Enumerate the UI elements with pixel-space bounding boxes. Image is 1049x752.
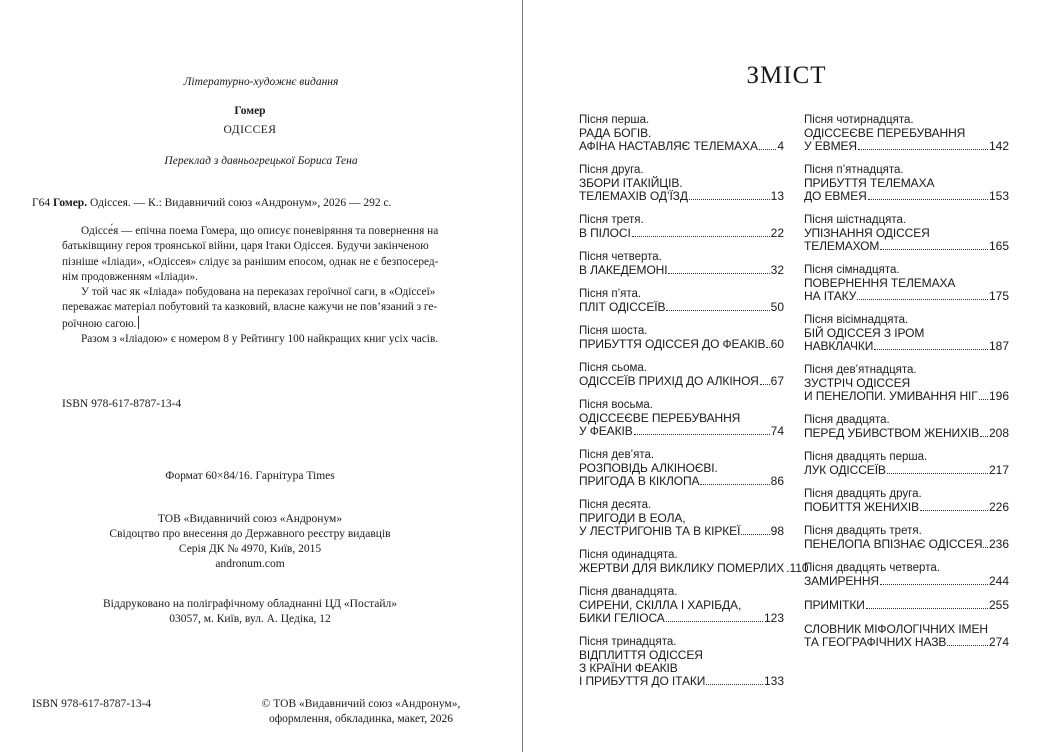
toc-title-line: У ЛЕСТРИГОНІВ ТА В КІРКЕЇ: [579, 524, 741, 538]
toc-entry[interactable]: [579, 288, 784, 314]
dot-leader: [868, 190, 988, 200]
dot-leader: [666, 612, 763, 622]
toc-title-line: БИКИ ГЕЛІОСА: [579, 611, 665, 625]
toc-leader-line: [579, 190, 784, 203]
publisher-line: andronum.com: [215, 558, 285, 570]
text-cursor: [138, 316, 139, 329]
toc-entry[interactable]: [804, 114, 1009, 153]
dot-leader: [858, 140, 988, 150]
toc-leader-line: [579, 561, 809, 575]
toc-song-label: Пісня п’ятнадцята.: [804, 164, 904, 176]
toc-column-right: [804, 114, 1009, 649]
toc-entry[interactable]: [579, 586, 784, 625]
toc-title-line: У ФЕАКІВ: [579, 424, 633, 438]
copyright-block: [250, 697, 472, 727]
publisher-line: Серія ДК № 4970, Київ, 2015: [178, 543, 322, 555]
toc-leader-line: [804, 464, 1009, 477]
toc-leader-line: [579, 338, 784, 351]
dot-leader: [947, 636, 988, 646]
dot-leader: [874, 340, 988, 350]
toc-entry[interactable]: [804, 525, 1009, 551]
toc-song-label: Пісня дев’ятнадцята.: [804, 364, 917, 376]
toc-title-line: В ПІЛОСІ: [579, 226, 631, 240]
toc-title-line: АФІНА НАСТАВЛЯЄ ТЕЛЕМАХА: [579, 139, 758, 153]
toc-title-line: НА ІТАКУ: [804, 289, 857, 303]
toc-page-number: 274: [988, 635, 1009, 649]
isbn-bottom: ISBN 978-617-8787-13-4: [32, 698, 152, 710]
format-line: Формат 60×84/16. Гарнітура Times: [165, 470, 335, 482]
toc-title-line: ПРИГОДИ В ЕОЛА,: [579, 511, 686, 525]
toc-page-number: 217: [988, 463, 1009, 477]
description-line: батьківщину героя троянської війни, царя Ітаки Одіссея. Будучи закінченою: [62, 240, 429, 253]
toc-leader-line: [579, 227, 784, 240]
dot-leader: [700, 475, 769, 485]
toc-entry[interactable]: [579, 325, 784, 351]
dot-leader: [979, 390, 988, 400]
publisher-line: Свідоцтво про внесення до Державного реєстру видавців: [109, 528, 391, 540]
toc-entry[interactable]: [579, 114, 784, 153]
translation-note: Переклад з давньогрецької Бориса Тена: [164, 155, 358, 167]
toc-entry[interactable]: [579, 251, 784, 277]
dot-leader: [866, 599, 988, 609]
dot-leader: [759, 140, 776, 150]
toc-title-line: ЗАМИРЕННЯ: [804, 574, 879, 588]
publisher-line: ТОВ «Видавничий союз «Андронум»: [157, 513, 343, 525]
book-description: [62, 224, 472, 347]
toc-entry[interactable]: [804, 364, 1009, 403]
description-paragraph: Разом з «Іліадою» є номером 8 у Рейтингу 100 найкращих книг усіх часів.: [81, 333, 439, 346]
printing-line: 03057, м. Київ, вул. А. Цедіка, 12: [169, 613, 331, 625]
toc-title-line: НАВКЛАЧКИ: [804, 339, 874, 353]
toc-entry[interactable]: [804, 599, 1009, 612]
toc-title-line: ЗУСТРІЧ ОДІССЕЯ: [804, 376, 911, 390]
toc-song-label: Пісня двадцята.: [804, 414, 890, 426]
toc-page-number: 4: [777, 139, 784, 153]
toc-entry[interactable]: [804, 488, 1009, 514]
toc-entry[interactable]: [804, 562, 1009, 588]
isbn-top: ISBN 978-617-8787-13-4: [62, 398, 182, 410]
toc-page-number: 67: [770, 374, 784, 388]
toc-title-line: ДО ЕВМЕЯ: [804, 189, 867, 203]
toc-leader-line: [579, 612, 784, 625]
toc-title-line: ЗБОРИ ІТАКІЙЦІВ.: [579, 176, 683, 190]
toc-page-number: 153: [988, 189, 1009, 203]
toc-title-line: ПЛІТ ОДІССЕЇВ: [579, 300, 666, 314]
dot-leader: [689, 190, 770, 200]
dot-leader: [980, 427, 988, 437]
toc-page-number: 32: [770, 263, 784, 277]
toc-title-line: ПОВЕРНЕННЯ ТЕЛЕМАХА: [804, 276, 956, 290]
toc-page-number: 74: [770, 424, 784, 438]
right-page: [524, 0, 1049, 752]
toc-song-label: Пісня чотирнадцята.: [804, 114, 914, 126]
toc-page-number: 86: [770, 474, 784, 488]
description-line: Одіссе́я — епічна поема Гомера, що описує поневіряння та повернення на: [81, 225, 439, 237]
toc-page-number: 175: [988, 289, 1009, 303]
toc-title-line: І ПРИБУТТЯ ДО ІТАКИ: [579, 674, 706, 688]
toc-title-line: ЛУК ОДІССЕЇВ: [804, 463, 886, 477]
toc-leader-line: [804, 390, 1009, 403]
description-line: пізніше «Іліади», «Одіссея» слідує за ранішим епосом, однак не є безпосеред-: [62, 255, 439, 268]
catalog-description: Одіссея. — К.: Видавничий союз «Андронум», 2026 — 292 с.: [89, 197, 392, 209]
toc-title-line: ТА ГЕОГРАФІЧНИХ НАЗВ: [804, 635, 947, 649]
toc-entry[interactable]: [579, 636, 784, 688]
toc-page-number: 244: [988, 574, 1009, 588]
dot-leader: [920, 501, 988, 511]
toc-leader-line: [804, 501, 1009, 514]
toc-leader-line: [804, 140, 1009, 153]
copyright-line: © ТОВ «Видавничий союз «Андронум»,: [261, 698, 461, 710]
dot-leader: [766, 338, 769, 348]
toc-title-line: ПРИБУТТЯ ТЕЛЕМАХА: [804, 176, 935, 190]
toc-leader-line: [579, 301, 784, 314]
toc-page-number: 13: [770, 189, 784, 203]
toc-entry[interactable]: [804, 451, 1009, 477]
toc-entry[interactable]: [804, 623, 1009, 649]
toc-song-label: Пісня одинадцята.: [579, 549, 678, 561]
toc-song-label: Пісня двадцять друга.: [804, 488, 922, 500]
toc-title-line: ПОБИТТЯ ЖЕНИХІВ: [804, 500, 920, 514]
dot-leader: [741, 525, 769, 535]
dot-leader: [668, 264, 769, 274]
toc-page-number: 123: [763, 611, 784, 625]
toc-entry[interactable]: [804, 164, 1009, 203]
toc-song-label: Пісня п’ята.: [579, 288, 642, 300]
dot-leader: [983, 538, 988, 548]
toc-page-number: 133: [763, 674, 784, 688]
catalog-code: Г64: [32, 197, 51, 209]
toc-page-number: 165: [988, 239, 1009, 253]
toc-page-number: 208: [988, 426, 1009, 440]
toc-leader-line: [804, 190, 1009, 203]
edition-type: Літературно-художнє видання: [183, 76, 339, 88]
toc-page-number: 50: [770, 300, 784, 314]
toc-title-line: ОДІССЕЄВЕ ПЕРЕБУВАННЯ: [804, 126, 966, 140]
toc-leader-line: [579, 140, 784, 153]
toc-song-label: Пісня шоста.: [579, 325, 648, 337]
toc-title-line: БІЙ ОДІССЕЯ З ІРОМ: [804, 326, 925, 340]
toc-page-number: .110: [786, 561, 809, 575]
toc-song-label: Пісня сьома.: [579, 362, 647, 374]
toc-entry[interactable]: [579, 362, 784, 388]
toc-entry[interactable]: [579, 549, 809, 575]
catalog-author: Гомер.: [53, 197, 88, 209]
toc-song-label: Пісня дванадцята.: [579, 586, 678, 598]
book-title: ОДІССЕЯ: [223, 124, 277, 136]
toc-page-number: 60: [770, 337, 784, 351]
toc-song-label: Пісня двадцять перша.: [804, 451, 928, 463]
toc-column-left: [579, 114, 809, 688]
dot-leader: [666, 301, 769, 311]
toc-title-line: З КРАЇНИ ФЕАКІВ: [579, 661, 678, 675]
toc-page-number: 226: [988, 500, 1009, 514]
toc-title: ЗМІСТ: [746, 62, 827, 89]
dot-leader: [887, 464, 988, 474]
toc-leader-line: [804, 599, 1009, 612]
toc-entry[interactable]: [804, 414, 1009, 440]
toc-song-label: Пісня сімнадцята.: [804, 264, 900, 276]
author-name: Гомер: [234, 105, 266, 117]
toc-song-label: Пісня десята.: [579, 499, 652, 511]
toc-entry[interactable]: [579, 399, 784, 438]
printing-line: Віддруковано на поліграфічному обладнанні ЦД «Постайл»: [102, 598, 398, 610]
toc-page-number: 255: [988, 598, 1009, 612]
toc-song-label: Пісня друга.: [579, 164, 644, 176]
description-line: У той час як «Іліада» побудована на переказах героїчної саги, в «Одіссеї»: [81, 286, 436, 299]
dot-leader: [880, 240, 988, 250]
toc-title-line: В ЛАКЕДЕМОНІ: [579, 263, 668, 277]
toc-entry[interactable]: [579, 499, 784, 538]
toc-page-number: 196: [988, 389, 1009, 403]
toc-entry[interactable]: [804, 214, 1009, 253]
toc-leader-line: [804, 340, 1009, 353]
toc-page-number: 142: [988, 139, 1009, 153]
dot-leader: [857, 290, 988, 300]
toc-entry[interactable]: [804, 264, 1009, 303]
publisher-block: [0, 512, 500, 572]
toc-title-line: ПЕНЕЛОПА ВПІЗНАЄ ОДІССЕЯ: [804, 537, 983, 551]
toc-page-number: 22: [770, 226, 784, 240]
dot-leader: [706, 675, 763, 685]
toc-leader-line: [804, 636, 1009, 649]
description-line: нім продовженням «Іліади».: [62, 270, 198, 283]
printing-block: [0, 597, 500, 627]
toc-title-line: ПЕРЕД УБИВСТВОМ ЖЕНИХІВ: [804, 426, 980, 440]
toc-leader-line: [579, 525, 784, 538]
toc-entry[interactable]: [579, 449, 784, 488]
toc-song-label: Пісня двадцять четверта.: [804, 562, 940, 574]
dot-leader: [632, 227, 770, 237]
toc-page-number: 187: [988, 339, 1009, 353]
toc-title-line: РОЗПОВІДЬ АЛКІНОЄВІ.: [579, 461, 718, 475]
dot-leader: [634, 425, 770, 435]
toc-song-label: Пісня вісімнадцята.: [804, 314, 909, 326]
left-page: [0, 0, 523, 752]
toc-song-label: Пісня четверта.: [579, 251, 662, 263]
description-line: роїчною сагою.: [62, 317, 137, 330]
toc-title-line: ТЕЛЕМАХОМ: [804, 239, 880, 253]
toc-entry[interactable]: [579, 164, 784, 203]
toc-page-number: 236: [988, 537, 1009, 551]
description-paragraph: [62, 285, 472, 332]
copyright-line: оформлення, обкладинка, макет, 2026: [268, 713, 454, 725]
toc-leader-line: [804, 575, 1009, 588]
toc-title-line: РАДА БОГІВ.: [579, 126, 652, 140]
description-line: переважає матеріал побутовий та казковий, власне кажучи не пов’язаний з ге-: [62, 301, 438, 314]
toc-title-line: ПРИГОДА В КІКЛОПА: [579, 474, 700, 488]
toc-entry[interactable]: [579, 214, 784, 240]
toc-title-line: СИРЕНИ, СКІЛЛА І ХАРІБДА,: [579, 598, 742, 612]
toc-song-label: Пісня двадцять третя.: [804, 525, 922, 537]
toc-leader-line: [804, 427, 1009, 440]
toc-leader-line: [579, 375, 784, 388]
dot-leader: [880, 575, 988, 585]
toc-title-line: ПРИМІТКИ: [804, 598, 865, 612]
toc-leader-line: [804, 240, 1009, 253]
toc-song-label: Пісня перша.: [579, 114, 650, 126]
toc-leader-line: [804, 290, 1009, 303]
toc-leader-line: [579, 425, 784, 438]
toc-title-line: УПІЗНАННЯ ОДІССЕЯ: [804, 226, 930, 240]
toc-title-line: ПРИБУТТЯ ОДІССЕЯ ДО ФЕАКІВ: [579, 337, 766, 351]
dot-leader: [760, 375, 770, 385]
toc-title-line: И ПЕНЕЛОПИ. УМИВАННЯ НІГ: [804, 389, 978, 403]
toc-song-label: Пісня шістнадцята.: [804, 214, 907, 226]
description-paragraph: [62, 224, 472, 285]
toc-title-line: СЛОВНИК МІФОЛОГІЧНИХ ІМЕН: [804, 622, 988, 636]
toc-leader-line: [804, 538, 1009, 551]
toc-song-label: Пісня третя.: [579, 214, 644, 226]
toc-song-label: Пісня восьма.: [579, 399, 653, 411]
catalog-entry: [32, 196, 391, 211]
toc-title-line: ОДІССЕЇВ ПРИХІД ДО АЛКІНОЯ: [579, 374, 759, 388]
toc-title-line: ЖЕРТВИ ДЛЯ ВИКЛИКУ ПОМЕРЛИХ: [579, 561, 785, 575]
toc-page-number: 98: [770, 524, 784, 538]
toc-title-line: ВІДПЛИТТЯ ОДІССЕЯ: [579, 648, 703, 662]
toc-leader-line: [579, 264, 784, 277]
toc-leader-line: [579, 475, 784, 488]
toc-song-label: Пісня тринадцята.: [579, 636, 677, 648]
toc-title-line: У ЕВМЕЯ: [804, 139, 857, 153]
toc-entry[interactable]: [804, 314, 1009, 353]
toc-title-line: ОДІССЕЄВЕ ПЕРЕБУВАННЯ: [579, 411, 741, 425]
toc-song-label: Пісня дев’ята.: [579, 449, 655, 461]
toc-leader-line: [579, 675, 784, 688]
toc-title-line: ТЕЛЕМАХІВ ОД’ЇЗД: [579, 189, 688, 203]
